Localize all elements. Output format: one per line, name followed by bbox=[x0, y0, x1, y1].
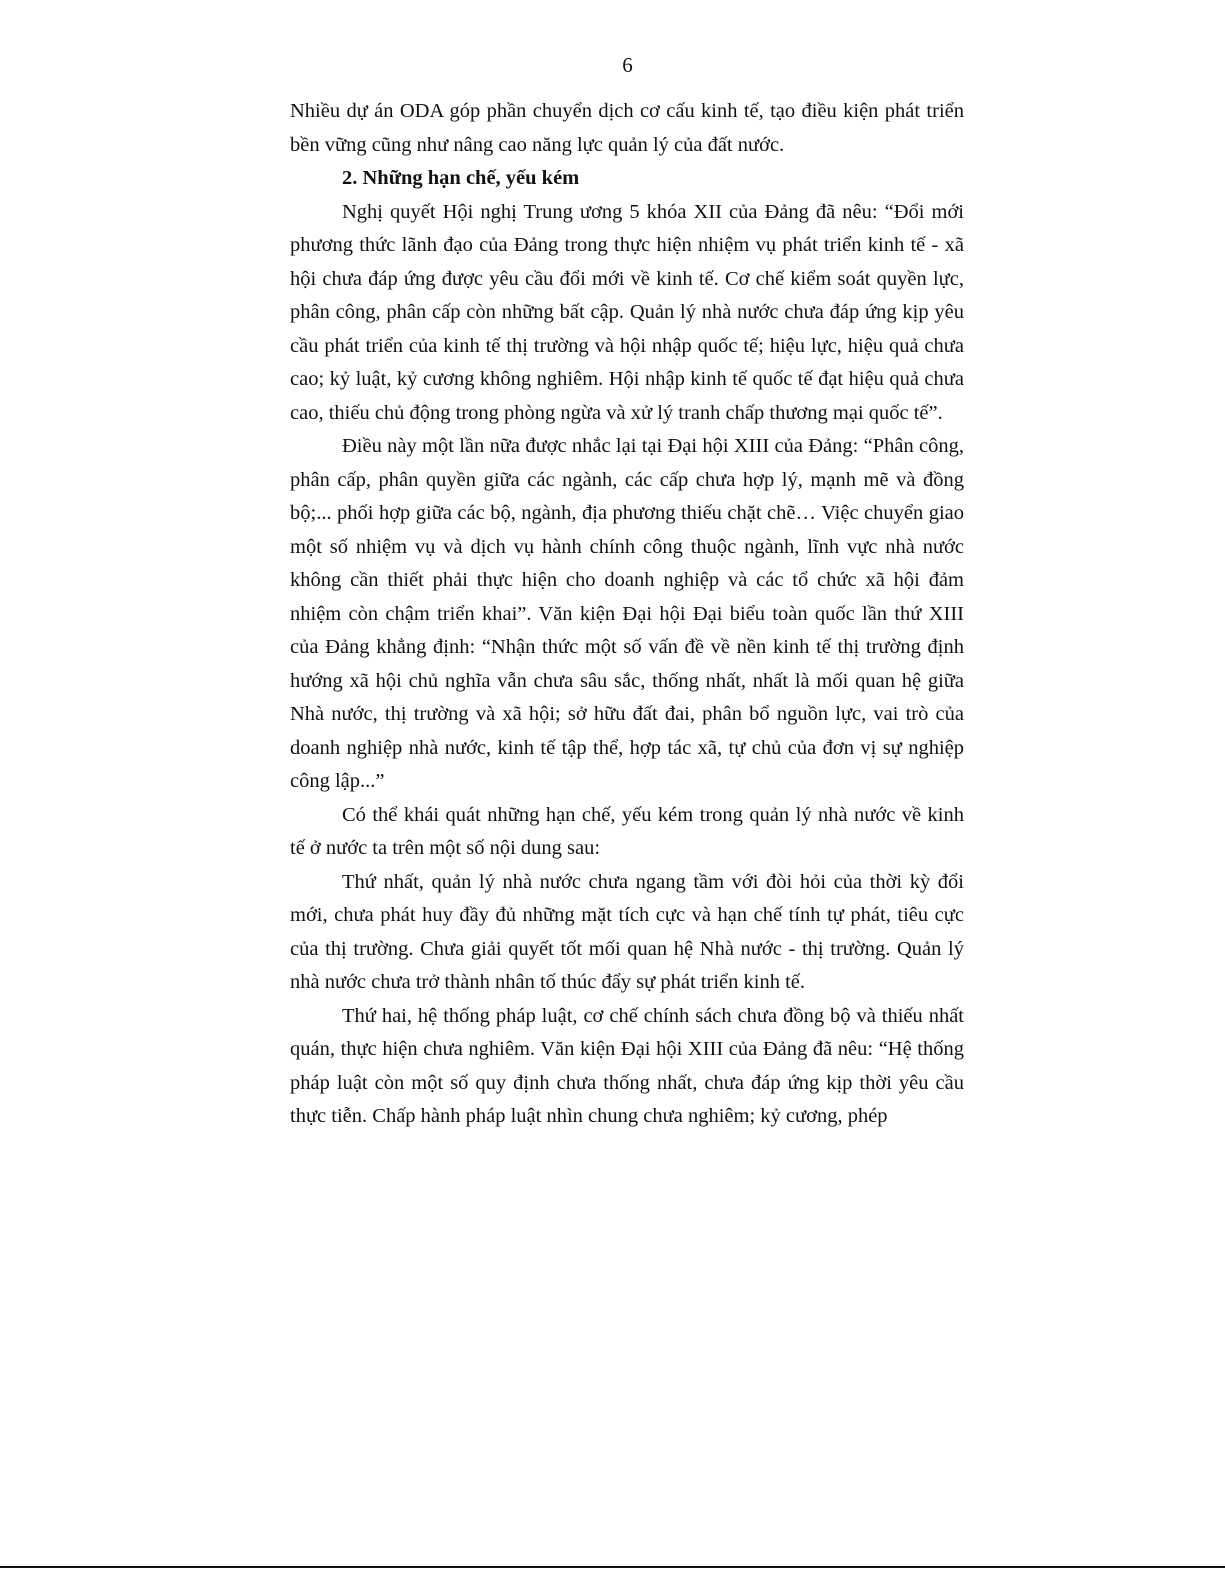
paragraph-summary-intro: Có thể khái quát những hạn chế, yếu kém trong quản lý nhà nước về kinh tế ở nước ta trên một số nội dung sau: bbox=[290, 803, 964, 859]
paragraph-congress-xiii: Điều này một lần nữa được nhắc lại tại Đại hội XIII của Đảng: “Phân công, phân cấp, phân quyền giữa các ngành, các cấp chưa hợp lý, mạnh mẽ và đồng bộ;... phối hợp giữa các bộ, ngành, địa phương thiếu chặt chẽ… Việc chuyển giao một số nhiệm vụ và dịch vụ hành chính công thuộc ngành, lĩnh vực nhà nước không cần thiết phải thực hiện cho doanh nghiệp và các tổ chức xã hội đảm nhiệm còn chậm triển khai”. Văn kiện Đại hội Đại biểu toàn quốc lần thứ XIII của Đảng khẳng định: “Nhận thức một số vấn đề về nền kinh tế thị trường định hướng xã hội chủ nghĩa vẫn chưa sâu sắc, thống nhất, nhất là mối quan hệ giữa Nhà nước, thị trường và xã hội; sở hữu đất đai, phân bổ nguồn lực, vai trò của doanh nghiệp nhà nước, kinh tế tập thể, hợp tác xã, tự chủ của đơn vị sự nghiệp công lập...” bbox=[290, 435, 964, 792]
section-heading: 2. Những hạn chế, yếu kém bbox=[342, 167, 580, 189]
paragraph-resolution-5: Nghị quyết Hội nghị Trung ương 5 khóa XII của Đảng đã nêu: “Đổi mới phương thức lãnh đạo của Đảng trong thực hiện nhiệm vụ phát triển kinh tế - xã hội chưa đáp ứng được yêu cầu đổi mới về kinh tế. Cơ chế kiểm soát quyền lực, phân công, phân cấp còn những bất cập. Quản lý nhà nước chưa đáp ứng kịp yêu cầu phát triển của kinh tế thị trường và hội nhập quốc tế; hiệu lực, hiệu quả chưa cao; kỷ luật, kỷ cương không nghiêm. Hội nhập kinh tế quốc tế đạt hiệu quả chưa cao, thiếu chủ động trong phòng ngừa và xử lý tranh chấp thương mại quốc tế”. bbox=[290, 200, 964, 424]
page-number: 6 bbox=[622, 53, 633, 77]
paragraph-first-limitation: Thứ nhất, quản lý nhà nước chưa ngang tầm với đòi hỏi của thời kỳ đổi mới, chưa phát huy đầy đủ những mặt tích cực và hạn chế tính tự phát, tiêu cực của thị trường. Chưa giải quyết tốt mối quan hệ Nhà nước - thị trường. Quản lý nhà nước chưa trở thành nhân tố thúc đẩy sự phát triển kinh tế. bbox=[290, 870, 964, 993]
paragraph-oda-contribution: Nhiều dự án ODA góp phần chuyển dịch cơ cấu kinh tế, tạo điều kiện phát triển bền vững cũng như nâng cao năng lực quản lý của đất nước. bbox=[290, 100, 964, 156]
paragraph-second-limitation: Thứ hai, hệ thống pháp luật, cơ chế chính sách chưa đồng bộ và thiếu nhất quán, thực hiện chưa nghiêm. Văn kiện Đại hội XIII của Đảng đã nêu: “Hệ thống pháp luật còn một số quy định chưa thống nhất, chưa đáp ứng kịp thời yêu cầu thực tiễn. Chấp hành pháp luật nhìn chung chưa nghiêm; kỷ cương, phép bbox=[290, 1004, 964, 1127]
document-body bbox=[290, 95, 964, 1134]
bottom-rule bbox=[0, 1566, 1225, 1568]
